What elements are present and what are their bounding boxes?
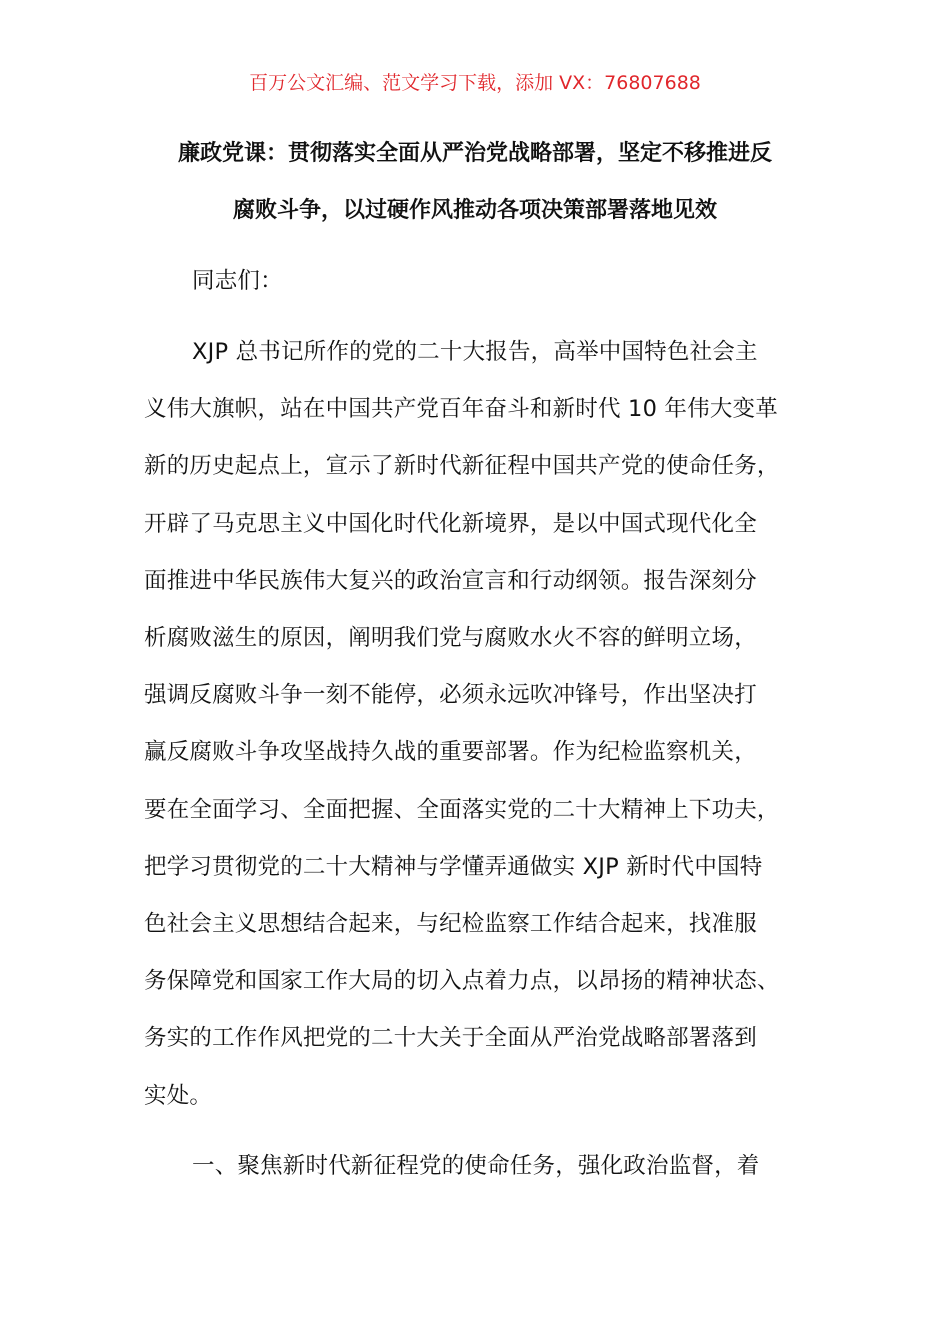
document-title-line-1: 廉政党课：贯彻落实全面从严治党战略部署，坚定不移推进反	[177, 141, 772, 166]
paragraph-line: 赢反腐败斗争攻坚战持久战的重要部署。作为纪检监察机关，	[144, 739, 757, 766]
watermark-header: 百万公文汇编、范文学习下载，添加 VX：76807688	[249, 72, 701, 94]
document-title-line-2: 腐败斗争，以过硬作风推动各项决策部署落地见效	[232, 198, 717, 223]
paragraph-line: 色社会主义思想结合起来，与纪检监察工作结合起来，找准服	[144, 911, 757, 937]
section-1-heading: 一、聚焦新时代新征程党的使命任务，强化政治监督，着	[192, 1153, 760, 1179]
paragraph-line: 把学习贯彻党的二十大精神与学懂弄通做实 XJP 新时代中国特	[144, 853, 763, 880]
paragraph-line: 开辟了马克思主义中国化时代化新境界，是以中国式现代化全	[144, 510, 757, 537]
paragraph-line: XJP 总书记所作的党的二十大报告，高举中国特色社会主	[192, 339, 758, 365]
paragraph-line: 务实的工作作风把党的二十大关于全面从严治党战略部署落到	[144, 1025, 757, 1052]
paragraph-line: 务保障党和国家工作大局的切入点着力点，以昂扬的精神状态、	[144, 968, 780, 995]
paragraph-line: 义伟大旗帜，站在中国共产党百年奋斗和新时代 10 年伟大变革	[144, 396, 778, 423]
paragraph-line: 强调反腐败斗争一刻不能停，必须永远吹冲锋号，作出坚决打	[144, 682, 757, 709]
paragraph-line: 新的历史起点上，宣示了新时代新征程中国共产党的使命任务，	[144, 453, 780, 480]
salutation: 同志们：	[192, 268, 283, 294]
paragraph-line: 析腐败滋生的原因，阐明我们党与腐败水火不容的鲜明立场，	[144, 625, 757, 651]
paragraph-line: 要在全面学习、全面把握、全面落实党的二十大精神上下功夫，	[144, 796, 780, 823]
paragraph-line: 面推进中华民族伟大复兴的政治宣言和行动纲领。报告深刻分	[144, 567, 757, 594]
paragraph-line: 实处。	[144, 1082, 213, 1109]
